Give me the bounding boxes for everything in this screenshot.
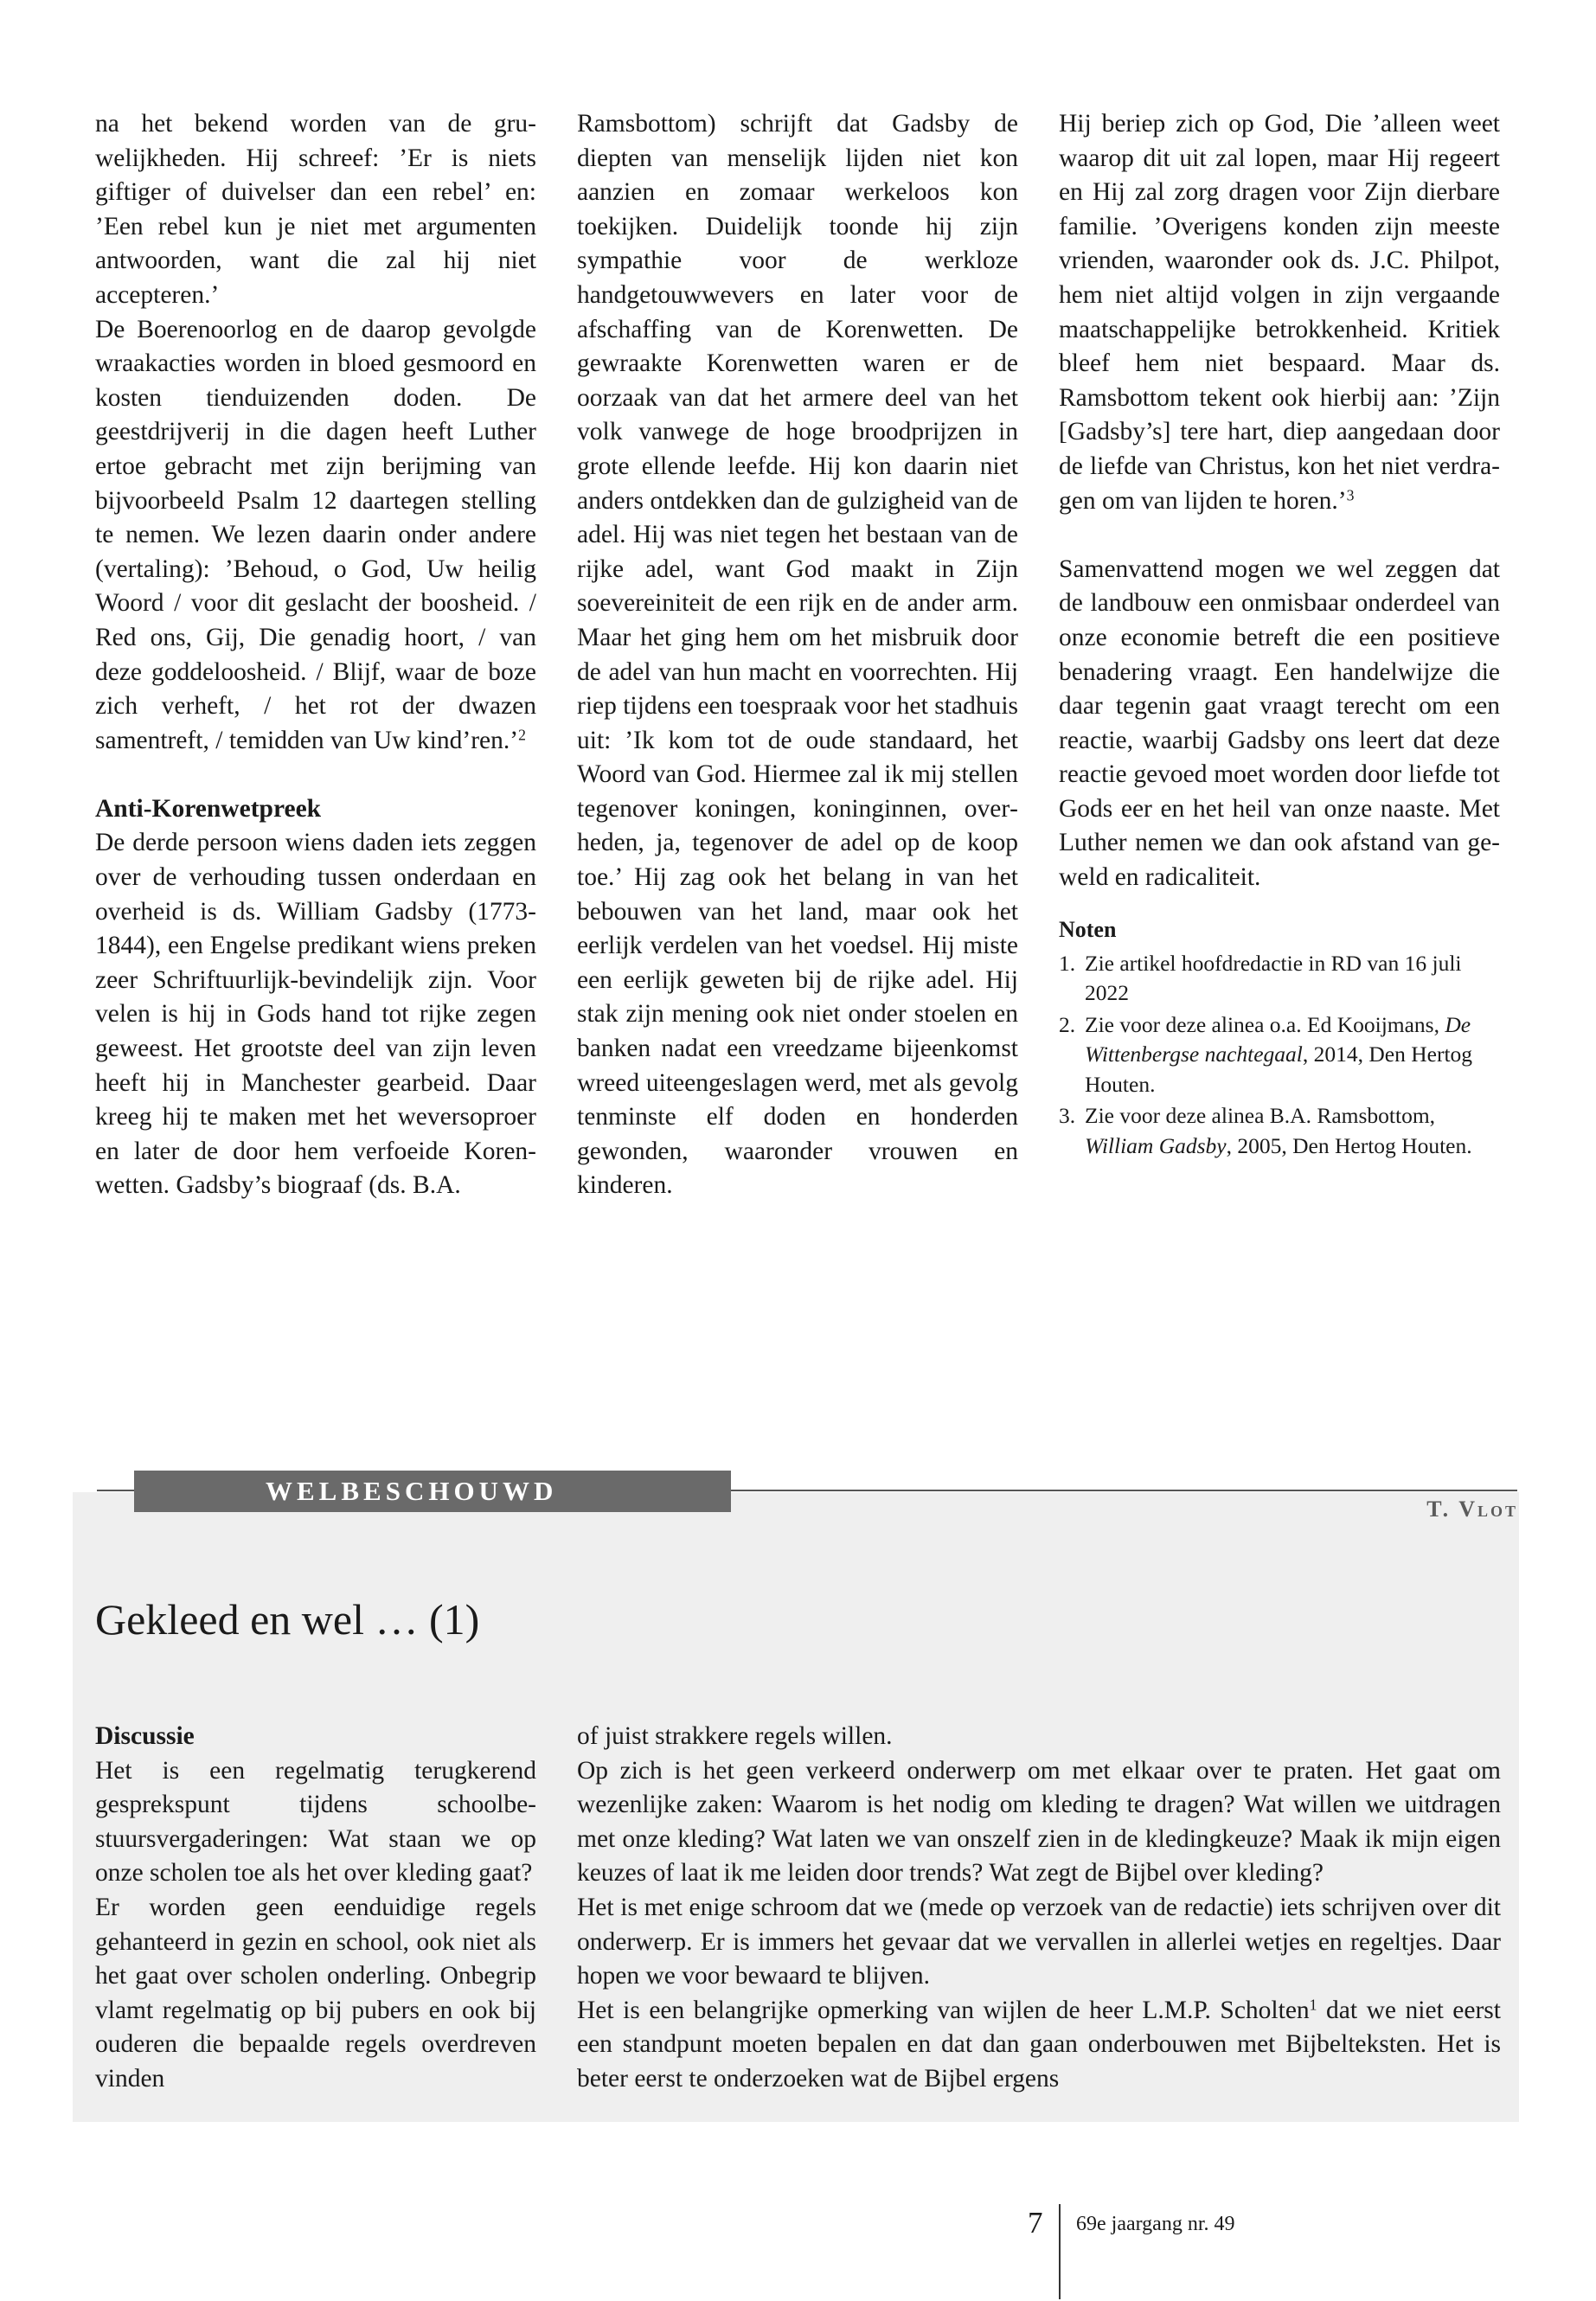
- footnote-ref-3: 3: [1346, 485, 1355, 503]
- article-col2-paragraph-4-rest: dat we niet eerst een standpunt moeten bepalen en dat dan gaan onderbouwen met Bijbelteksten. Het is beter eerst te onderzoeken wat de Bijbel ergens: [577, 1996, 1501, 2093]
- article-col1-paragraph-2: Er worden geen eenduidige regels gehanteerd in gezin en school, ook niet als het gaat over scholen onderling. Onbegrip vlamt regelmatig op bij pubers en ook bij ouderen die bepaalde regels overdreven vinden: [95, 1893, 536, 2093]
- note-text: Zie artikel hoofdredactie in RD van 16 juli 2022: [1085, 950, 1462, 1006]
- col3-paragraph-1-text: Hij beriep zich op God, Die ’alleen weet waarop dit uit zal lopen, maar Hij regeert en Hij zal zorg dragen voor Zijn dierbare familie. ’Overigens konden zijn meeste vrienden, waaronder ook ds. J.C. Philpot, hem niet altijd volgen in zijn vergaande maatschappelijke betrokkenheid. Kritiek bleef hem niet bespaard. Maar ds. Ramsbottom tekent ook hierbij aan: ’Zijn [Gadsby’s] tere hart, diep aangedaan door de liefde van Christus, kon het niet verdragen om van lijden te horen.’: [1059, 110, 1500, 515]
- article-col1-paragraph-1: Het is een regelmatig terugkerend gesprekspunt tijdens schoolbestuursvergaderingen: Wat staan we op onze scholen toe als het over kleding gaat?: [95, 1756, 536, 1888]
- note-text: Zie voor deze alinea o.a. Ed Kooijmans,: [1085, 1011, 1445, 1037]
- article-col2-paragraph-4: [577, 1994, 1501, 2097]
- footnote-ref-2: 2: [518, 725, 526, 743]
- footnote-ref-1: 1: [1309, 1996, 1317, 2014]
- col1-paragraph-1: na het bekend worden van de gruwelijkheden. Hij schreef: ’Er is niets giftiger of duivelser dan een rebel’ en: ’Een rebel kun je niet met argumenten antwoorden, want die zal hij niet accepteren.’: [95, 110, 536, 309]
- article-col2-paragraph-4-text: Het is een belangrijke opmerking van wijlen de heer L.M.P. Scholten: [577, 1996, 1310, 2024]
- article-author: T. Vlot: [1426, 1497, 1518, 1522]
- col3-paragraph-2: Samenvattend mogen we wel zeggen dat de landbouw een onmisbaar onderdeel van onze economie betreft die een positieve benadering vraagt. Een handelwijze die daar tegenin gaat vraagt terecht om een reactie, waarbij Gadsby ons leert dat deze reactie gevoed moet worden door liefde tot Gods eer en het heil van onze naaste. Met Luther nemen we dan ook afstand van geweld en radicaliteit.: [1059, 554, 1500, 892]
- article-col2-paragraph-3: Het is met enige schroom dat we (mede op verzoek van de redactie) iets schrijven over dit onderwerp. Er is immers het gevaar dat we vervallen in allerlei wetjes en regeltjes. Daar hopen we voor bewaard te blijven.: [577, 1893, 1501, 1990]
- note-text-end: , 2014, Den Hertog Houten.: [1085, 1042, 1473, 1097]
- note-text-end: , 2005, Den Hertog Houten.: [1226, 1132, 1472, 1158]
- footer-rule: [1059, 2204, 1061, 2299]
- col2-paragraph-1: Ramsbottom) schrijft dat Gadsby de diepten van menselijk lijden niet kon aanzien en zomaar werkeloos kon toekijken. Duidelijk toonde hij zijn sympathie voor de werkloze handgetouwwevers en later voor de afschaffing van de Korenwetten. De gewraakte Korenwetten waren er de oorzaak van dat het armere deel van het volk vanwege de hoge broodprijzen in grote ellende leefde. Hij kon daarin niet anders ontdekken dan de gulzigheid van de adel. Hij was niet tegen het bestaan van de rijke adel, want God maakt in Zijn soevereiniteit de een rijk en de ander arm. Maar het ging hem om het misbruik door de adel van hun macht en voorrechten. Hij riep tijdens een toespraak voor het stadhuis uit: ’Ik kom tot de oude standaard, het Woord van God. Hiermee zal ik mij stellen tegenover koningen, koninginnen, overheden, ja, tegenover de adel op de koop toe.’ Hij zag ook het belang in van het bebouwen van het land, maar ook het eerlijk verdelen van het voedsel. Hij miste een eerlijk geweten bij de rijke adel. Hij stak zijn mening ook niet onder stoelen en banken nadat een vreedzame bijeenkomst wreed uiteengeslagen werd, met als gevolg tenminste elf doden en honderden gewonden, waaronder vrouwen en kinderen.: [577, 110, 1018, 1200]
- article-column-2: [577, 1720, 1501, 2097]
- notes-list: [1059, 949, 1500, 1162]
- note-3: [1059, 1101, 1500, 1161]
- note-number: 2.: [1059, 1011, 1076, 1037]
- col1-paragraph-3: De derde persoon wiens daden iets zeggen over de verhouding tussen onderdaan en overheid is ds. William Gadsby (1773-1844), een Engelse predikant wiens preken zeer Schriftuurlijk-bevindelijk zijn. Voor velen is hij in Gods hand tot rijke zegen geweest. Het grootste deel van zijn leven heeft hij in Manchester gearbeid. Daar kreeg hij te maken met het weversoproer en later de door hem verfoeide Korenwetten. Gadsby’s biograaf (ds. B.A.: [95, 829, 536, 1200]
- notes-title: Noten: [1059, 916, 1117, 942]
- note-1: [1059, 949, 1500, 1009]
- column-2: [577, 107, 1018, 1203]
- col1-paragraph-2-text: De Boerenoorlog en de daarop gevolgde wraakacties worden in bloed gesmoord en kosten tienduizenden doden. De geestdrijverij in die dagen heeft Luther ertoe gebracht met zijn berijming van bijvoorbeeld Psalm 12 daartegen stelling te nemen. We lezen daarin onder andere (vertaling): ’Behoud, o God, Uw heilig Woord / voor dit geslacht der boosheid. / Red ons, Gij, Die genadig hoort, / van deze goddeloosheid. / Blijf, waar de boze zich verheft, / het rot der dwazen samentreft, / temidden van Uw kind’ren.’: [95, 315, 536, 754]
- note-2: [1059, 1010, 1500, 1100]
- page-number: 7: [1028, 2206, 1043, 2240]
- note-book-title: William Gadsby: [1085, 1132, 1227, 1158]
- note-number: 3.: [1059, 1103, 1076, 1129]
- column-3: [1059, 107, 1500, 1163]
- col1-paragraph-2: [95, 313, 536, 759]
- article-column-1: [95, 1720, 536, 2097]
- column-1: [95, 107, 536, 1203]
- article-col2-paragraph-1: of juist strakkere regels willen.: [577, 1722, 893, 1750]
- subheading-anti-korenwetpreek: Anti-Korenwetpreek: [95, 794, 322, 823]
- note-book-title: De Wittenbergse nachtegaal: [1085, 1011, 1471, 1067]
- rubric-label: WELBESCHOUWD: [134, 1471, 731, 1512]
- issue-label: 69e jaargang nr. 49: [1076, 2213, 1235, 2235]
- note-number: 1.: [1059, 950, 1076, 976]
- article-title: Gekleed en wel … (1): [95, 1595, 480, 1644]
- note-text: Zie voor deze alinea B.A. Ramsbottom,: [1085, 1103, 1436, 1129]
- subheading-discussie: Discussie: [95, 1722, 195, 1750]
- col3-paragraph-1: [1059, 107, 1500, 518]
- article-col2-paragraph-2: Op zich is het geen verkeerd onderwerp om met elkaar over te praten. Het gaat om wezenlijke zaken: Waarom is het nodig om kleding te dragen? Wat willen we uitdragen met onze kleding? Wat laten we van onszelf zien in de kledingkeuze? Maak ik mijn eigen keuzes of laat ik me leiden door trends? Wat zegt de Bijbel over kleding?: [577, 1756, 1501, 1888]
